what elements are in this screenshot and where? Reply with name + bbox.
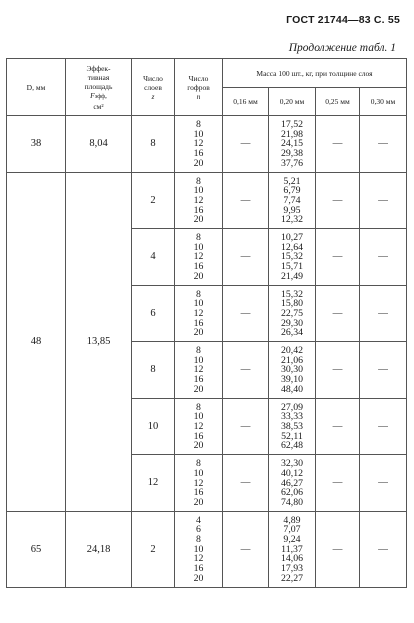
cell-corrugations-value: 16 <box>193 374 204 386</box>
cell-mass-t020-value: 4,89 <box>283 514 301 526</box>
cell-mass-t020-value: 62,06 <box>280 487 304 499</box>
cell-mass-t016: — <box>223 116 269 173</box>
table-continuation-caption: Продолжение табл. 1 <box>288 42 396 54</box>
cell-corrugations-value: 12 <box>193 138 204 150</box>
cell-corrugations-value: 12 <box>193 194 204 206</box>
cell-mass-t030: — <box>360 229 407 286</box>
cell-mass-t025: — <box>316 116 360 173</box>
cell-mass-t020-value: 15,32 <box>280 251 304 263</box>
cell-corrugations-value: 8 <box>196 288 201 300</box>
cell-mass-t020 <box>269 229 316 286</box>
cell-mass-t030: — <box>360 172 407 229</box>
cell-mass-t020-value: 15,32 <box>280 288 304 300</box>
col-header-mass-group: Масса 100 шт., кг, при толщине слоя <box>223 59 407 88</box>
col-header-t025: 0,25 мм <box>316 88 360 116</box>
cell-corrugations-value: 20 <box>193 327 204 339</box>
cell-mass-t025: — <box>316 229 360 286</box>
cell-corrugations-value: 8 <box>196 534 201 546</box>
cell-mass-t020-value: 22,27 <box>280 572 304 584</box>
cell-corrugations-value: 16 <box>193 430 204 442</box>
cell-mass-t020-value: 22,75 <box>280 307 304 319</box>
cell-mass-t020 <box>269 285 316 342</box>
cell-mass-t016: — <box>223 229 269 286</box>
cell-mass-t025: — <box>316 342 360 399</box>
cell-diameter: 48 <box>7 172 66 511</box>
cell-mass-t020-value: 27,09 <box>280 401 304 413</box>
cell-mass-t020-value: 17,52 <box>280 119 304 130</box>
cell-mass-t020-value: 15,80 <box>280 298 304 310</box>
col-header-t016: 0,16 мм <box>223 88 269 116</box>
cell-mass-t020-value: 21,49 <box>280 270 304 282</box>
cell-mass-t020-value: 12,64 <box>280 241 304 253</box>
cell-mass-t020 <box>269 398 316 455</box>
cell-corrugations-value: 20 <box>193 440 204 452</box>
cell-mass-t020-value: 33,33 <box>280 411 304 423</box>
cell-corrugations-value: 8 <box>196 458 201 470</box>
cell-corrugations-value: 8 <box>196 401 201 413</box>
cell-mass-t016: — <box>223 172 269 229</box>
cell-corrugations-value: 16 <box>193 261 204 273</box>
cell-corrugations <box>175 229 223 286</box>
cell-mass-t020-value: 29,38 <box>280 148 304 160</box>
cell-corrugations-value: 10 <box>193 467 204 479</box>
cell-mass-t020-value: 46,27 <box>280 477 304 489</box>
cell-mass-t020-value: 37,76 <box>280 157 304 169</box>
cell-mass-t020-value: 52,11 <box>281 430 303 442</box>
cell-corrugations-value: 10 <box>193 354 204 366</box>
cell-corrugations-value: 12 <box>193 307 204 319</box>
cell-mass-t025: — <box>316 285 360 342</box>
cell-mass-t020-value: 38,53 <box>280 420 304 432</box>
cell-mass-t020 <box>269 172 316 229</box>
cell-corrugations-value: 4 <box>196 514 201 526</box>
cell-mass-t016: — <box>223 398 269 455</box>
cell-mass-t020 <box>269 116 316 173</box>
cell-area: 13,85 <box>66 172 132 511</box>
cell-mass-t020-value: 7,74 <box>283 194 301 206</box>
cell-mass-t030: — <box>360 342 407 399</box>
cell-mass-t020-value: 21,98 <box>280 128 304 140</box>
cell-corrugations <box>175 398 223 455</box>
cell-mass-t020-value: 30,30 <box>280 364 304 376</box>
cell-corrugations-value: 12 <box>193 251 204 263</box>
cell-layers: 2 <box>132 172 175 229</box>
cell-mass-t030: — <box>360 398 407 455</box>
cell-mass-t020 <box>269 511 316 587</box>
cell-corrugations-value: 16 <box>193 148 204 160</box>
cell-area: 8,04 <box>66 116 132 173</box>
cell-corrugations-value: 10 <box>193 185 204 197</box>
cell-mass-t020-value: 48,40 <box>280 383 304 395</box>
table-row <box>7 116 407 173</box>
cell-mass-t020-value: 20,42 <box>280 345 304 357</box>
cell-corrugations-value: 10 <box>193 128 204 140</box>
col-header-t020: 0,20 мм <box>269 88 316 116</box>
cell-mass-t020-value: 15,71 <box>280 261 304 273</box>
cell-corrugations-value: 12 <box>193 477 204 489</box>
cell-corrugations-value: 12 <box>193 553 204 565</box>
cell-corrugations-value: 20 <box>193 157 204 169</box>
col-header-corrugations: Число гофров n <box>175 59 223 116</box>
cell-mass-t020-value: 26,34 <box>280 327 304 339</box>
cell-corrugations <box>175 342 223 399</box>
cell-mass-t020-value: 29,30 <box>280 317 304 329</box>
col-header-area: Эффек- тивная площадь Fэфф, см² <box>66 59 132 116</box>
cell-mass-t030: — <box>360 511 407 587</box>
cell-corrugations-value: 20 <box>193 214 204 226</box>
cell-area: 24,18 <box>66 511 132 587</box>
cell-mass-t025: — <box>316 398 360 455</box>
cell-mass-t020-value: 21,06 <box>280 354 304 366</box>
cell-corrugations-value: 20 <box>193 496 204 508</box>
cell-mass-t020-value: 6,79 <box>283 185 301 197</box>
cell-mass-t016: — <box>223 342 269 399</box>
cell-mass-t030: — <box>360 455 407 512</box>
cell-mass-t020-value: 10,27 <box>280 232 304 244</box>
cell-layers: 12 <box>132 455 175 512</box>
cell-mass-t020-value: 9,95 <box>283 204 301 216</box>
cell-mass-t020-value: 40,12 <box>280 467 304 479</box>
cell-corrugations-value: 20 <box>193 572 204 584</box>
col-header-diameter: D, мм <box>7 59 66 116</box>
cell-mass-t020-value: 14,06 <box>280 553 304 565</box>
cell-mass-t020-value: 12,32 <box>280 214 304 226</box>
cell-mass-t025: — <box>316 511 360 587</box>
cell-corrugations-value: 10 <box>193 543 204 555</box>
cell-mass-t020-value: 9,24 <box>283 534 301 546</box>
cell-corrugations-value: 12 <box>193 364 204 376</box>
cell-corrugations-value: 16 <box>193 204 204 216</box>
cell-corrugations-value: 10 <box>193 241 204 253</box>
cell-mass-t020-value: 24,15 <box>280 138 304 150</box>
cell-mass-t025: — <box>316 172 360 229</box>
cell-corrugations-value: 8 <box>196 119 201 130</box>
cell-corrugations <box>175 116 223 173</box>
cell-mass-t030: — <box>360 285 407 342</box>
cell-mass-t020-value: 74,80 <box>280 496 304 508</box>
cell-mass-t016: — <box>223 455 269 512</box>
cell-corrugations-value: 16 <box>193 487 204 499</box>
cell-layers: 6 <box>132 285 175 342</box>
table-row <box>7 172 407 229</box>
standard-header: ГОСТ 21744—83 С. 55 <box>286 14 400 26</box>
cell-corrugations <box>175 455 223 512</box>
cell-mass-t020-value: 62,48 <box>280 440 304 452</box>
cell-layers: 4 <box>132 229 175 286</box>
cell-corrugations <box>175 172 223 229</box>
cell-diameter: 65 <box>7 511 66 587</box>
cell-mass-t020-value: 11,37 <box>281 543 303 555</box>
cell-mass-t030: — <box>360 116 407 173</box>
cell-corrugations-value: 10 <box>193 411 204 423</box>
cell-corrugations-value: 8 <box>196 345 201 357</box>
cell-mass-t020 <box>269 342 316 399</box>
cell-mass-t020-value: 5,21 <box>283 175 301 187</box>
cell-corrugations-value: 20 <box>193 270 204 282</box>
cell-layers: 2 <box>132 511 175 587</box>
cell-corrugations <box>175 511 223 587</box>
cell-corrugations-value: 10 <box>193 298 204 310</box>
cell-corrugations <box>175 285 223 342</box>
cell-corrugations-value: 8 <box>196 232 201 244</box>
cell-mass-t020 <box>269 455 316 512</box>
mass-table <box>6 58 407 588</box>
cell-diameter: 38 <box>7 116 66 173</box>
cell-mass-t020-value: 39,10 <box>280 374 304 386</box>
cell-mass-t025: — <box>316 455 360 512</box>
col-header-layers: Число слоев z <box>132 59 175 116</box>
cell-corrugations-value: 16 <box>193 563 204 575</box>
cell-mass-t020-value: 7,07 <box>283 524 301 536</box>
cell-mass-t016: — <box>223 285 269 342</box>
cell-mass-t020-value: 32,30 <box>280 458 304 470</box>
cell-mass-t020-value: 17,93 <box>280 563 304 575</box>
cell-corrugations-value: 12 <box>193 420 204 432</box>
cell-layers: 8 <box>132 342 175 399</box>
cell-layers: 8 <box>132 116 175 173</box>
cell-corrugations-value: 8 <box>196 175 201 187</box>
cell-corrugations-value: 16 <box>193 317 204 329</box>
table-row <box>7 511 407 587</box>
cell-layers: 10 <box>132 398 175 455</box>
cell-mass-t016: — <box>223 511 269 587</box>
cell-corrugations-value: 20 <box>193 383 204 395</box>
cell-corrugations-value: 6 <box>196 524 201 536</box>
col-header-t030: 0,30 мм <box>360 88 407 116</box>
